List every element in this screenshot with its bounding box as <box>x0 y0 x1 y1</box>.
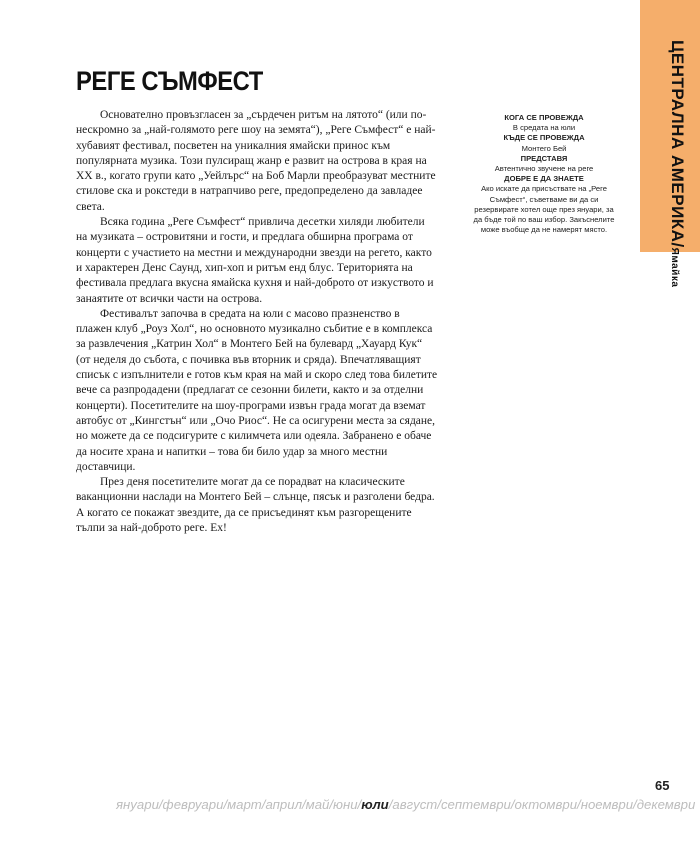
good-to-know-value: Ако искате да присъствате на „Реге Съмфест“, съветваме ви да си резервирате хотел още през януари, за да бъде той по ваш избор. Закъснелите може въобще да не намерят място. <box>473 184 615 235</box>
info-sidebar <box>470 113 618 235</box>
article-paragraph: През деня посетителите могат да се порадват на класическите ваканционни наслади на Монтего Бей – слънце, пясък и разголени бедра. А когато се покажат звездите, да се присъединят към разгорещените тълпи за най-доброто реге. Ех! <box>76 476 435 535</box>
good-to-know-heading: ДОБРЕ Е ДА ЗНАЕТЕ <box>504 174 584 184</box>
article-paragraph: Всяка година „Реге Съмфест“ привлича десетки хиляди любители на музиката – островитяни и гости, и предлага обширна програма от концерти с участието на местни и международни звезди на регето, както и характерен Денс Саунд, хип-хоп и ритъм енд блус. Територията на фестивала предлага вкусна ямайска кухня и най-доброто от изкуството и занаятите от всички части на острова. <box>76 216 434 305</box>
months-after: /август/септември/октомври/ноември/декември <box>388 797 696 812</box>
where-value: Монтего Бей <box>521 143 567 153</box>
current-month: юли <box>361 797 389 812</box>
months-footer <box>116 797 695 812</box>
article-paragraph: Фестивалът започва в средата на юли с масово празненство в плажен клуб „Роуз Хол“, но основното музикално събитие е в комплекса за развлечения „Катрин Хол“ в Монтего Бей на булевард „Хауард Кук“ (от неделя до събота, с почивка във вторник и сряда). Впечатляващият списък с изпълнители е готов към края на май и скоро след това билетите вече са разпродадени (предлагат се сезонни билети, както и за отделни концерти). Посетителите на шоу-програми извън града могат да вземат автобус от „Кингстън“ или „Очо Риос“. Не са осигурени места за сядане, но можете да се подсигурите с килимчета или одеяла. Забранено е обаче да носите храна и напитки – това би било удар за много местни доставчици. <box>76 307 438 473</box>
country-label: Ямайка <box>669 247 680 288</box>
months-before: януари/февруари/март/април/май/юни/ <box>116 797 362 812</box>
region-label: ЦЕНТРАЛНА АМЕРИКА/ <box>668 40 687 248</box>
where-heading: КЪДЕ СЕ ПРОВЕЖДА <box>503 133 585 143</box>
when-value: В средата на юли <box>512 123 576 133</box>
article-title: РЕГЕ СЪМФЕСТ <box>76 66 263 96</box>
when-heading: КОГА СЕ ПРОВЕЖДА <box>504 113 584 122</box>
section-tab-label <box>667 40 687 288</box>
article-paragraph: Основателно провъзгласен за „сърдечен ритъм на лятото“ (или по-нескромно за „най-голямото реге шоу на земята“), „Реге Съмфест“ е най-хубавият фестивал, посветен на уникалния ямайски принос към популярната музика. Този пулсиращ жанр е развит на острова в края на XX в., когато групи като „Уейлърс“ на Боб Марли преобразуват местните стилове ска и рокстеди в натрапчиво реге, предопределено да завладее света. <box>76 109 436 213</box>
article-body <box>76 108 438 536</box>
represents-heading: ПРЕДСТАВЯ <box>520 153 568 163</box>
page-number: 65 <box>655 778 670 793</box>
represents-value: Автентично звучене на реге <box>494 164 594 174</box>
